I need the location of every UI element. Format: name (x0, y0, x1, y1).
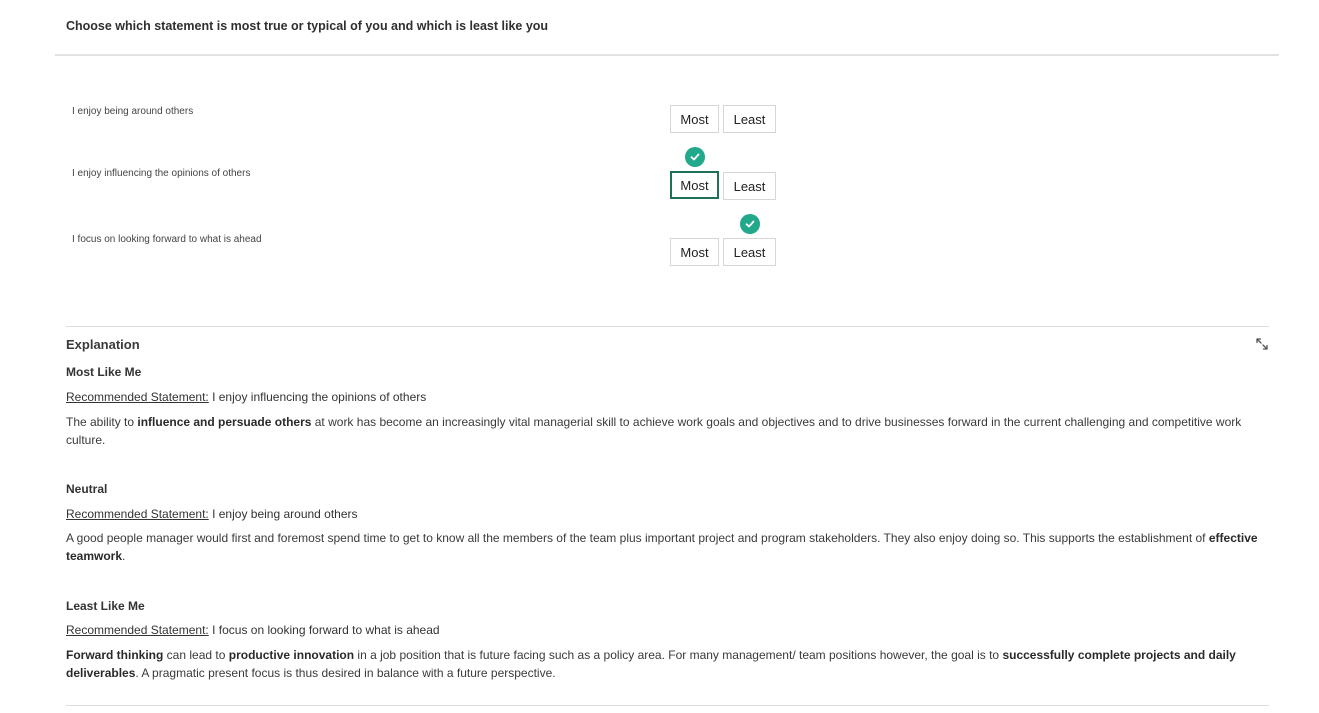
check-icon (685, 147, 705, 167)
page-title: Choose which statement is most true or typical of you and which is least like you (66, 19, 549, 33)
check-icon (740, 214, 760, 234)
bottom-divider (66, 705, 1269, 706)
section-heading-neutral: Neutral (66, 482, 108, 496)
recommended-statement-text: I enjoy being around others (212, 507, 358, 521)
explanation-title: Explanation (66, 337, 140, 352)
explanation-paragraph-least: Forward thinking can lead to productive innovation in a job position that is future facing such as a policy area. For many management/ team positions however, the goal is to successfully complete projects and daily deliverables. A pragmatic present focus is thus desired in balance with a future perspective. (66, 648, 1236, 680)
statement-2-least-button[interactable]: Least (723, 172, 776, 200)
recommended-label: Recommended Statement: (66, 507, 209, 521)
statement-1-text: I enjoy being around others (72, 106, 194, 117)
section-heading-least: Least Like Me (66, 599, 145, 613)
statement-3-least-button[interactable]: Least (723, 238, 776, 266)
statement-2-text: I enjoy influencing the opinions of others (72, 168, 251, 179)
expand-icon[interactable] (1255, 337, 1269, 351)
explanation-divider (66, 326, 1269, 327)
header-divider (55, 54, 1279, 56)
section-heading-most: Most Like Me (66, 365, 142, 379)
recommended-statement-neutral (66, 507, 358, 521)
recommended-label: Recommended Statement: (66, 623, 209, 637)
explanation-paragraph-most: The ability to influence and persuade others at work has become an increasingly vital managerial skill to achieve work goals and objectives and to drive businesses forward in the current challenging and competitive work culture. (66, 415, 1242, 447)
statement-2-most-button[interactable]: Most (670, 171, 719, 199)
statement-3-text: I focus on looking forward to what is ahead (72, 234, 262, 245)
explanation-paragraph-neutral: A good people manager would first and foremost spend time to get to know all the members of the team plus important project and program stakeholders. They also enjoy doing so. This supports the establishment of effective teamwork. (66, 531, 1258, 563)
statement-1-most-button[interactable]: Most (670, 105, 719, 133)
recommended-statement-most (66, 390, 426, 404)
recommended-statement-text: I focus on looking forward to what is ahead (212, 623, 440, 637)
recommended-statement-text: I enjoy influencing the opinions of others (212, 390, 427, 404)
statement-1-least-button[interactable]: Least (723, 105, 776, 133)
recommended-statement-least (66, 623, 440, 637)
statement-3-most-button[interactable]: Most (670, 238, 719, 266)
recommended-label: Recommended Statement: (66, 390, 209, 404)
